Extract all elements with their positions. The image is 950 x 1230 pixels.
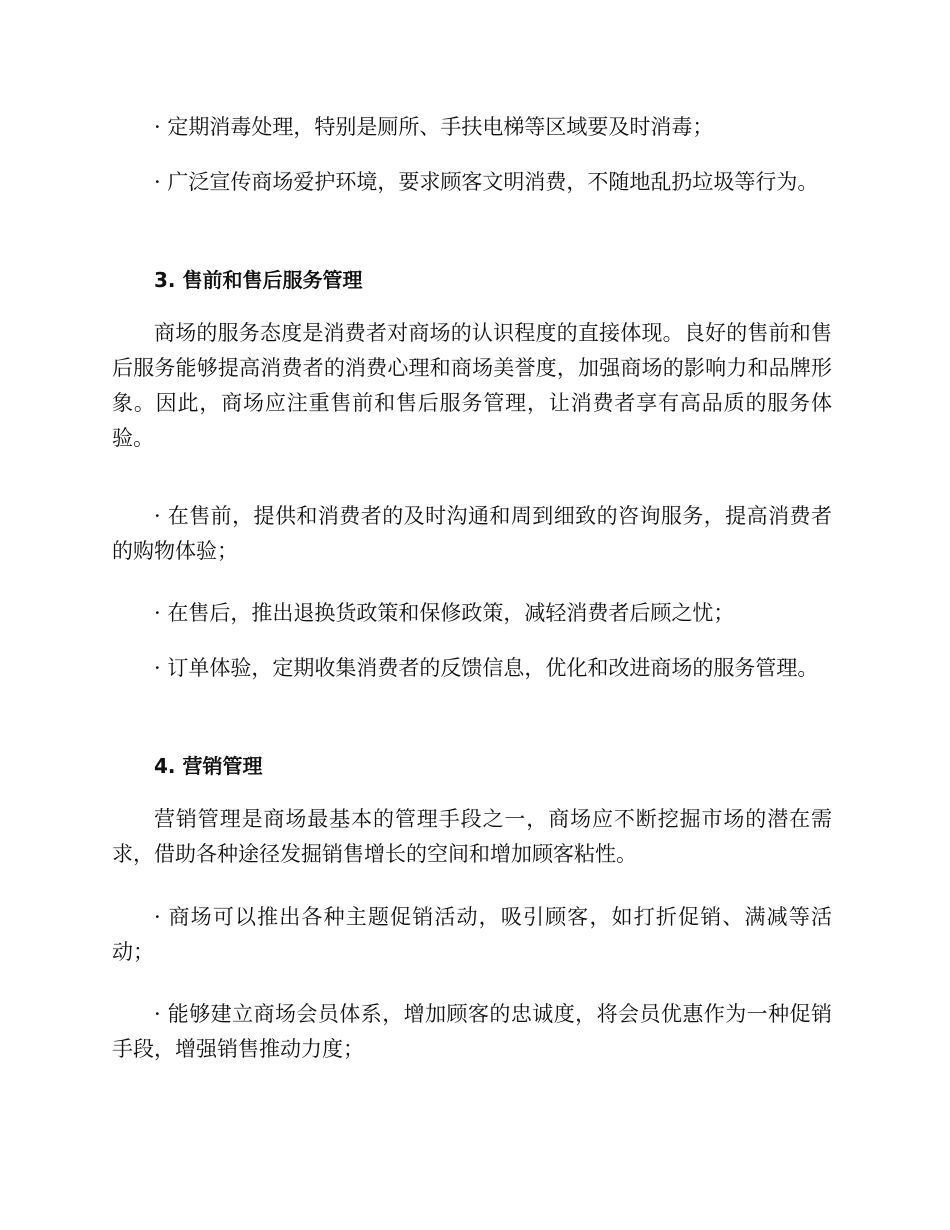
bullet-disinfection: · 定期消毒处理，特别是厕所、手扶电梯等区域要及时消毒；	[154, 115, 714, 139]
bullet-order-feedback: · 订单体验，定期收集消费者的反馈信息，优化和改进商场的服务管理。	[154, 656, 819, 680]
bullet-pre-sale: · 在售前，提供和消费者的及时沟通和周到细致的咨询服务，提高消费者的购物体验；	[112, 504, 832, 563]
section-heading-marketing: 4. 营销管理	[154, 754, 263, 778]
bullet-membership: · 能够建立商场会员体系，增加顾客的忠诚度，将会员优惠作为一种促销手段，增强销售推动力度；	[112, 1002, 832, 1061]
bullet-after-sale: · 在售后，推出退换货政策和保修政策，减轻消费者后顾之忧；	[154, 601, 735, 625]
paragraph-service-intro: 商场的服务态度是消费者对商场的认识程度的直接体现。良好的售前和售后服务能够提高消费者的消费心理和商场美誉度，加强商场的影响力和品牌形象。因此，商场应注重售前和售后服务管理，让消费者享有高品质的服务体验。	[112, 321, 832, 450]
bullet-promotions: · 商场可以推出各种主题促销活动，吸引顾客，如打折促销、满减等活动；	[112, 905, 832, 964]
bullet-environment-promotion: · 广泛宣传商场爱护环境，要求顾客文明消费，不随地乱扔垃圾等行为。	[154, 170, 819, 194]
section-heading-service: 3. 售前和售后服务管理	[154, 268, 363, 292]
paragraph-marketing-intro: 营销管理是商场最基本的管理手段之一，商场应不断挖掘市场的潜在需求，借助各种途径发掘销售增长的空间和增加顾客粘性。	[112, 807, 832, 866]
